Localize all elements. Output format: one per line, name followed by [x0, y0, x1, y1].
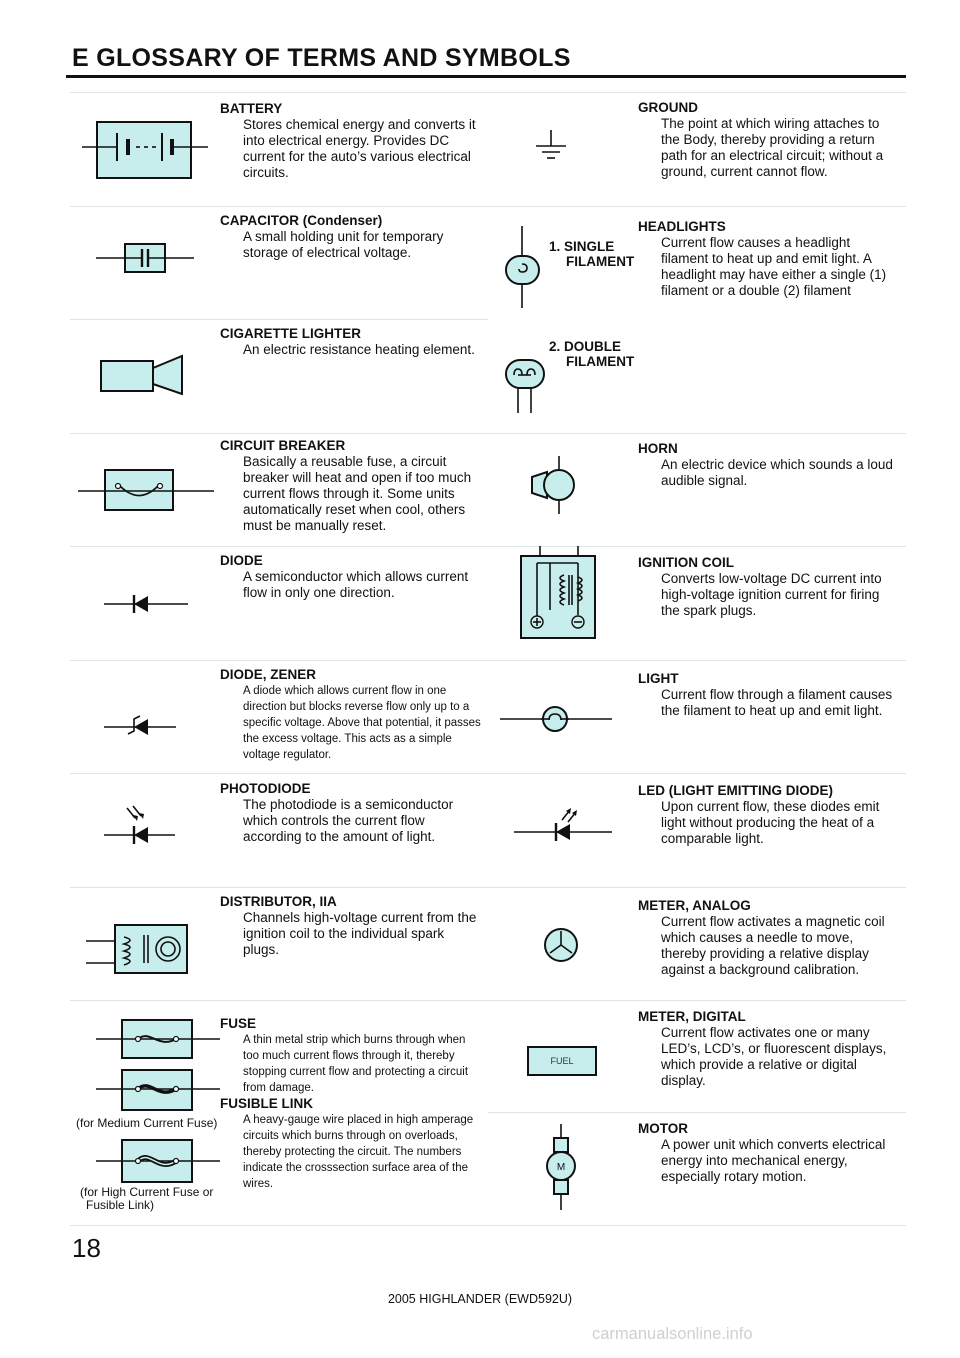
term-name: LED (LIGHT EMITTING DIODE) [638, 783, 833, 798]
term-name: LIGHT [638, 671, 679, 686]
led-symbol [514, 808, 612, 841]
term-description: Basically a reusable fuse, a circuit breaker will heat and open if too much current flows through it. Some units automatically reset when cool, others must be manually reset. [243, 454, 472, 533]
term-description: A diode which allows current flow in one direction but blocks reverse flow only up to a specific voltage. Above that potential, it passes the excess voltage. This acts as a simple voltage regulator. [243, 685, 481, 761]
photodiode-symbol [104, 806, 175, 844]
term-name: DISTRIBUTOR, IIA [220, 894, 337, 909]
light-symbol [500, 707, 612, 731]
term-description: Current flow activates a magnetic coil which causes a needle to move, thereby providing a relative display against a background calibration. [661, 914, 885, 977]
fuse-symbol [96, 1020, 220, 1058]
high-fuse-label-line2: Fusible Link) [86, 1198, 155, 1212]
double-filament-word: FILAMENT [566, 354, 635, 369]
battery-symbol [82, 122, 208, 178]
term-description: A semiconductor which allows current flow in only one direction. [243, 569, 469, 600]
term-description: The photodiode is a semiconductor which controls the current flow according to the amount of light. [243, 797, 454, 844]
zener-diode-symbol [104, 716, 176, 735]
term-description: Stores chemical energy and converts it into electrical energy. Provides DC current for the auto’s various electrical circuits. [243, 117, 476, 180]
term-name: CAPACITOR (Condenser) [220, 213, 383, 228]
motor-symbol [547, 1124, 575, 1210]
term-name: DIODE [220, 553, 263, 568]
motor-letter: M [556, 1162, 566, 1173]
term-description: A thin metal strip which burns through when too much current flows through it, thereby stopping current flow and protecting a circuit from damage. [243, 1034, 469, 1094]
term-name: IGNITION COIL [638, 555, 734, 570]
cigarette-lighter-symbol [101, 356, 182, 394]
term-description: Channels high-voltage current from the ignition coil to the individual spark plugs. [243, 910, 477, 957]
term-name: HORN [638, 441, 678, 456]
term-name: HEADLIGHTS [638, 219, 726, 234]
term-description: A small holding unit for temporary storage of electrical voltage. [243, 229, 444, 260]
term-name: MOTOR [638, 1121, 688, 1136]
term-description: Current flow activates one or many LED’s, LCD’s, or fluorescent displays, which provide a relative or digital display. [661, 1025, 887, 1088]
medium-fuse-label: (for Medium Current Fuse) [76, 1116, 218, 1130]
term-name: CIGARETTE LIGHTER [220, 326, 361, 341]
term-name: CIRCUIT BREAKER [220, 438, 346, 453]
single-filament-number: 1. SINGLE [549, 239, 615, 254]
footer-text: 2005 HIGHLANDER (EWD592U) [387, 1292, 573, 1306]
capacitor-symbol [96, 244, 194, 272]
term-description: Current flow through a filament causes the filament to heat up and emit light. [661, 687, 893, 718]
term-name: PHOTODIODE [220, 781, 311, 796]
term-description: A power unit which converts electrical energy into mechanical energy, especially rotary motion. [661, 1137, 886, 1184]
term-description: An electric resistance heating element. [243, 342, 475, 357]
term-name: GROUND [638, 100, 698, 115]
meter-digital-text: FUEL [550, 1056, 574, 1066]
page-number: 18 [72, 1233, 101, 1263]
high-fuse-label-line1: (for High Current Fuse or [80, 1185, 214, 1199]
term-name: FUSIBLE LINK [220, 1096, 313, 1111]
term-description: Current flow causes a headlight filament to heat up and emit light. A headlight may have either a single (1) filament or a double (2) filament [661, 235, 887, 298]
term-description: A heavy-gauge wire placed in high amperage circuits which burns through on overloads, thereby protecting the circuit. The numbers indicate the crosssection surface area of the wires. [243, 1114, 474, 1190]
meter-analog-symbol [545, 929, 577, 961]
medium-fuse-symbol [96, 1070, 220, 1110]
term-name: METER, DIGITAL [638, 1009, 746, 1024]
headlight-single-symbol [506, 226, 539, 308]
ground-symbol [536, 130, 566, 158]
term-description: An electric device which sounds a loud audible signal. [661, 457, 893, 488]
term-description: The point at which wiring attaches to the Body, thereby providing a return path for an electrical circuit; without a ground, current cannot flow. [661, 116, 884, 179]
fusible-link-symbol [96, 1140, 220, 1182]
term-name: FUSE [220, 1016, 257, 1031]
diode-symbol [104, 595, 188, 613]
term-description: Converts low-voltage DC current into high-voltage ignition current for firing the spark plugs. [661, 571, 882, 618]
double-filament-number: 2. DOUBLE [549, 339, 622, 354]
headlight-double-symbol [506, 360, 544, 413]
horn-symbol [532, 456, 574, 514]
page-title: E GLOSSARY OF TERMS AND SYMBOLS [72, 44, 571, 72]
distributor-symbol [86, 925, 187, 973]
circuit-breaker-symbol [78, 470, 214, 510]
term-description: Upon current flow, these diodes emit light without producing the heat of a comparable light. [661, 799, 880, 846]
term-name: METER, ANALOG [638, 898, 751, 913]
ignition-coil-symbol [521, 546, 595, 638]
single-filament-word: FILAMENT [566, 254, 635, 269]
term-name: DIODE, ZENER [220, 667, 317, 682]
term-name: BATTERY [220, 101, 283, 116]
watermark: carmanualsonline.info [592, 1325, 753, 1343]
meter-digital-symbol [528, 1047, 596, 1075]
